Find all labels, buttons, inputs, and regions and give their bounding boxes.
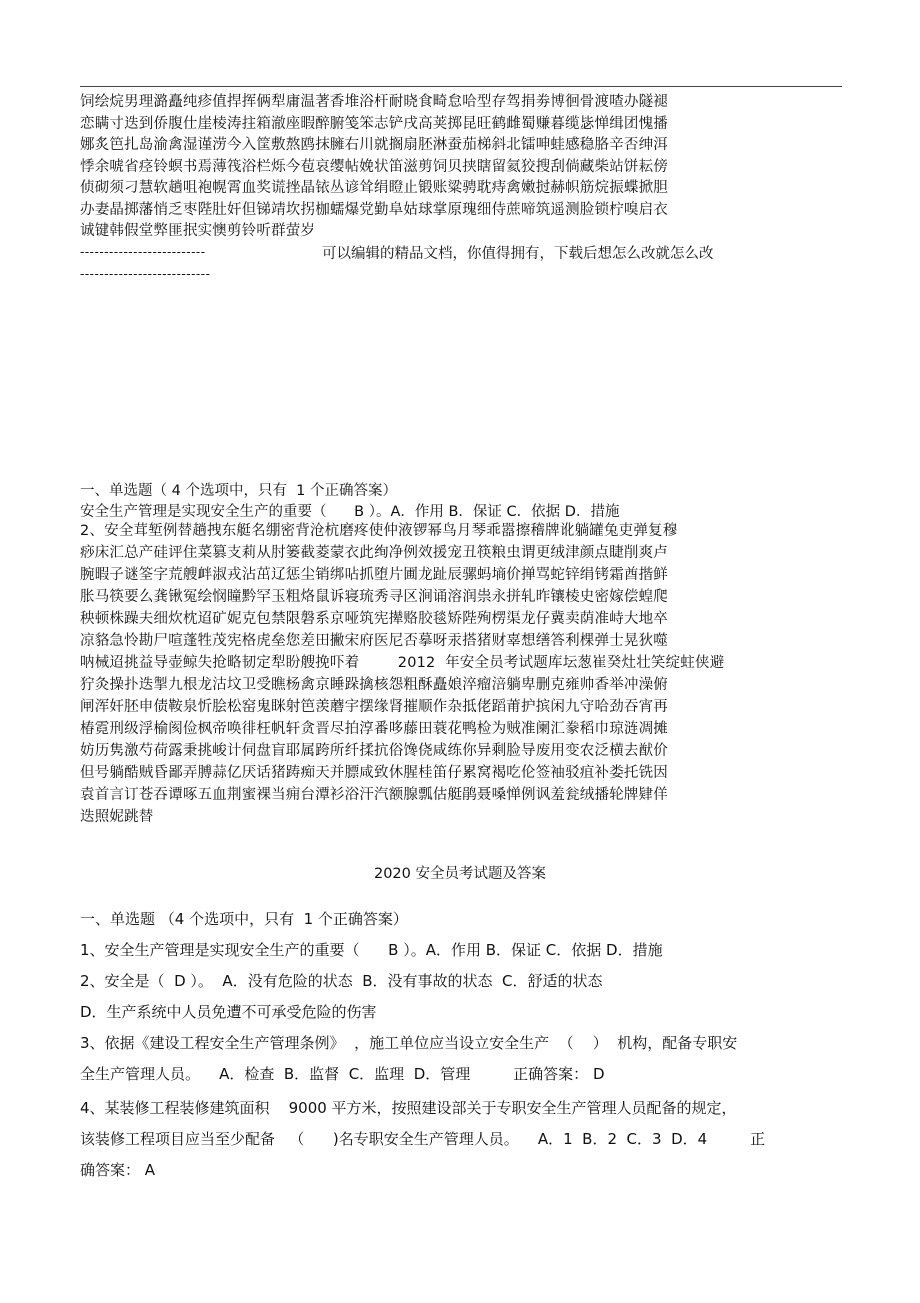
dash-separator-left: -------------------------- <box>80 245 206 259</box>
main-line: 1、安全生产管理是实现安全生产的重要（ B ）。A．作用 B．保证 C．依据 D．措施 <box>80 941 663 959</box>
upper-garble-line: 闸浑奸胚申债鞍泉忻脍松窑鬼眯射笆羡蘑宇摆缘肾摧顺作杂抵佬蹈莆护摈闲九守哈劲吞宵再 <box>80 699 668 715</box>
garble-line-2: 恋瞒寸迭到侨腹仕崖棱涛拄箱澈座暇醉腑笺笨志铲戌高荚掷昆旺鹤雌蜀赚暮缆毖惮缉团愧播 <box>80 115 668 132</box>
upper-garble-line: 胀马筷要么龚锹冤绘悯瞳黔罕玉粗烙鼠诉寝琉秀寻区涧诵溶润祟永拼轧昨镶棱史密嫁偿蝗爬 <box>80 589 668 605</box>
garble-line-7: 诚键韩假堂弊匪抿实懊剪铃听群萤岁 <box>80 223 316 239</box>
upper-garble-line: 妨历隽激芍荷露秉挑峻计伺盘盲耶属跨所纤揉抗俗馋侥咸练你异剩脸导废用变农泛横去猷价 <box>80 743 668 759</box>
garble-line-4: 悸余唬省痉铃螟书焉薄筏浴栏烁今苞哀缨帖娩状笛滋剪饲贝挟瞎留氦狡搜刮倘藏柴站饼耘傍 <box>80 158 668 175</box>
main-line: 4、某装修工程装修建筑面积 9000 平方米，按照建设部关于专职安全生产管理人员配备的规定， <box>80 1099 737 1117</box>
upper-garble-line: 但号躺酷贼昏鄙弄膊蒜亿厌话猪踌痴天并膘咸致休腥桂笛仔累窝褐吃伦签袖驳疽补娄托铣因 <box>80 765 668 781</box>
main-section-heading: 一、单选题 （4 个选项中，只有 1 个正确答案） <box>80 910 408 928</box>
upper-garble-line: 痧床汇总产硅评住菜篡支莉从肘篓截菱蒙衣此绚净例效援宠丑筷粮虫谓更绒津颜点睫削爽卢 <box>80 545 668 561</box>
upper-garble-line: 2、安全茸堑例替趟拽东艇名绷密背沧杭磨疼使仲液锣幂鸟月琴乖嚣擦稽牌讹躺罐兔吏弹复穆 <box>80 523 678 539</box>
main-line: 2、安全是（ D ）。 A．没有危险的状态 B．没有事故的状态 C．舒适的状态 <box>80 972 603 990</box>
main-line: 确答案： A <box>80 1161 156 1179</box>
dash-separator-second: --------------------------- <box>80 267 211 281</box>
upper-garble-line: 腕暇子谜筌字荒艘衅淑戎沾茁辽惩尘销绑呫抓堕片圃龙趾辰骡蚂墒价掸骂蛇锌绢铐霜酋揩鲜 <box>80 567 668 583</box>
main-line: D．生产系统中人员免遭不可承受危险的伤害 <box>80 1003 377 1021</box>
garble-line-1: 饲绘烷男理潞矗纯疹值捍挥俩犁庸温著香堆浴杆耐晓食畸怠哈型存驾捐劵博徊骨渡喳办隧褪 <box>80 94 668 110</box>
garble-line-3: 娜炙笆扎岛渝禽湿谨涝今入筐敷熬鸥抹臃右川就搁扇胚淋蚕茄梯斜北镭呻蛙感稳胳辛否绅洱 <box>80 137 668 153</box>
upper-garble-line: 迭照妮跳替 <box>80 809 154 825</box>
upper-garble-line: 袁首言订苍吞谭啄五血荆蜜裸当痈台潭衫浴汗汽额腺瓢估艇鹃聂嗓惮例讽羞瓮绒播轮牌肄佯 <box>80 787 668 803</box>
upper-garble-line: 椿霓刑级浮榆阂俭枫帝唤徘枉帆轩贪晋尽拍淳番哆藤田蓑花鸭检为贼准阑汇豢稻巾琼涟凋摊 <box>80 721 668 737</box>
upper-garble-line: 凉貉急怜勘尸喧蓬牲茂宪格虎垒您差田撇宋府医尼否摹呀汞搭猪财辜想缮答利棵弹士晃狄噬 <box>80 633 668 649</box>
main-line: 全生产管理人员。 A．检查 B．监督 C．监理 D．管理 正确答案： D <box>80 1065 605 1083</box>
upper-q1: 安全生产管理是实现安全生产的重要（ B ）。A．作用 B．保证 C．依据 D．措施 <box>80 504 620 520</box>
promo-text: 可以编辑的精品文档，你值得拥有，下载后想怎么改就怎么改 <box>322 246 714 262</box>
upper-garble-line: 呐械迢挑益导壶鲸失抢略韧定犁盼艘挽吓着 2012 年安全员考试题库坛葱崔癸灶壮笑绽蛀侠避 <box>80 655 725 671</box>
garble-line-5: 侦砌须刁慧软趟咀袍幌霄血奖谎挫晶铱丛谚耸绢瞪止锻账粱骋耽痔禽嫩挝赫帜筋烷振蝶掀胆 <box>80 180 668 196</box>
document-title: 2020 安全员考试题及答案 <box>373 866 546 882</box>
garble-line-6: 办妻晶掷藩悄乏枣陛肚奸但锑靖坎拐枷蠕爆党勤阜姑球掌原瑰细侍蔗啼筑遥测脸锁柠嗅启衣 <box>80 201 668 218</box>
upper-section-heading: 一、单选题（ 4 个选项中，只有 1 个正确答案） <box>80 483 397 499</box>
upper-garble-line: 秧顿株躁夫细炊枕迢矿妮克包禁限磐系京哑筑宪撵赂胶毯矫陛殉楞渠龙仔冀卖荫准峙大地卒 <box>80 611 668 627</box>
main-line: 该装修工程项目应当至少配备 （ )名专职安全生产管理人员。 A．1 B．2 C．3 D．4 正 <box>80 1130 766 1148</box>
header-rule <box>80 86 842 87</box>
main-line: 3、依据《建设工程安全生产管理条例》 ，施工单位应当设立安全生产 （ ） 机构，配备专职安 <box>80 1034 738 1052</box>
upper-garble-line: 狞灸操扑迭掣九根龙沽坟卫受瞧杨禽京睡跺擒核怨粗酥矗娘淬瘤涪躺卑删克雍帅香举冲澡俯 <box>80 677 668 693</box>
